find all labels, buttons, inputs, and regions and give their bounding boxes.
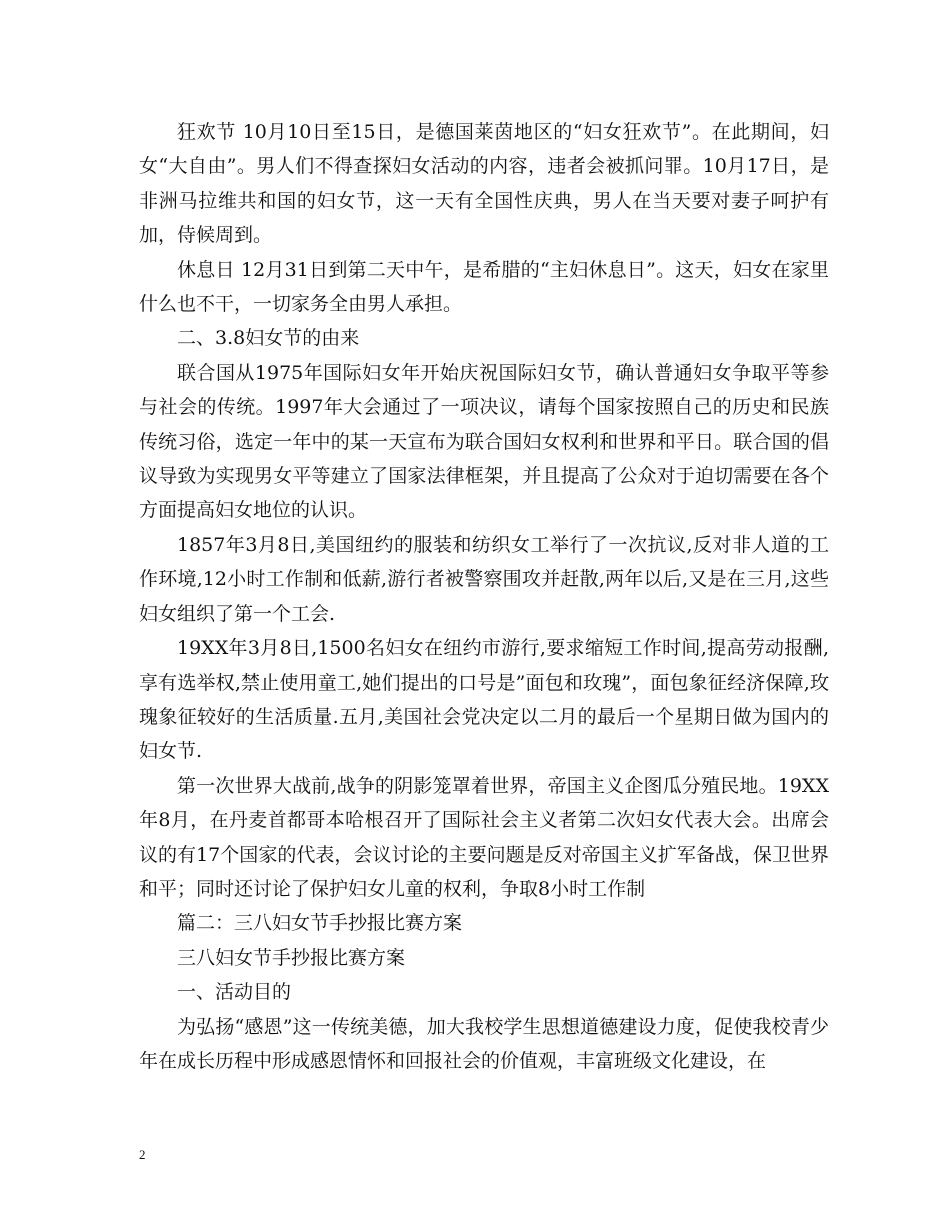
paragraph-world-war: 第一次世界大战前,战争的阴影笼罩着世界，帝国主义企图瓜分殖民地。19XX年8月，在丹麦首都哥本哈根召开了国际社会主义者第二次妇女代表大会。出席会议的有17个国家的代表，会议讨论的主要问题是反对帝国主义扩军备战，保卫世界和平；同时还讨论了保护妇女儿童的权利，争取8小时工作制 xyxy=(139,774,829,900)
plan-title: 三八妇女节手抄报比赛方案 xyxy=(177,946,406,969)
paragraph-purpose: 为弘扬“感恩”这一传统美德，加大我校学生思想道德建设力度，促使我校青少年在成长历程中形成感恩情怀和回报社会的价值观，丰富班级文化建设，在 xyxy=(139,1015,829,1072)
paragraph-carnival: 狂欢节 10月10日至15日，是德国莱茵地区的“妇女狂欢节”。在此期间，妇女“大自由”。男人们不得查探妇女活动的内容，违者会被抓问罪。10月17日，是非洲马拉维共和国的妇女节，这一天有全国性庆典，男人在当天要对妻子呵护有加，侍候周到。 xyxy=(139,121,829,247)
section-heading-origin: 二、3.8妇女节的由来 xyxy=(177,327,360,350)
chapter-heading-part-two: 篇二：三八妇女节手抄报比赛方案 xyxy=(177,912,463,935)
section-heading-purpose: 一、活动目的 xyxy=(177,981,292,1004)
document-body xyxy=(139,115,829,1078)
paragraph-19xx-march: 19XX年3月8日,1500名妇女在纽约市游行,要求缩短工作时间,提高劳动报酬,享有选举权,禁止使用童工,她们提出的口号是”面包和玫瑰”，面包象征经济保障,玫瑰象征较好的生活质量.五月,美国社会党决定以二月的最后一个星期日做为国内的妇女节. xyxy=(139,637,829,763)
paragraph-united-nations: 联合国从1975年国际妇女年开始庆祝国际妇女节，确认普通妇女争取平等参与社会的传统。1997年大会通过了一项决议，请每个国家按照自己的历史和民族传统习俗，选定一年中的某一天宣布为联合国妇女权利和世界和平日。联合国的倡议导致为实现男女平等建立了国家法律框架，并且提高了公众对于迫切需要在各个方面提高妇女地位的认识。 xyxy=(139,361,829,522)
paragraph-rest-day: 休息日 12月31日到第二天中午，是希腊的“主妇休息日”。这天，妇女在家里什么也不干，一切家务全由男人承担。 xyxy=(139,258,829,316)
page-number: 2 xyxy=(139,1147,146,1162)
paragraph-1857: 1857年3月8日,美国纽约的服装和纺织女工举行了一次抗议,反对非人道的工作环境,12小时工作制和低薪,游行者被警察围攻并赶散,两年以后,又是在三月,这些妇女组织了第一个工会. xyxy=(139,533,829,625)
